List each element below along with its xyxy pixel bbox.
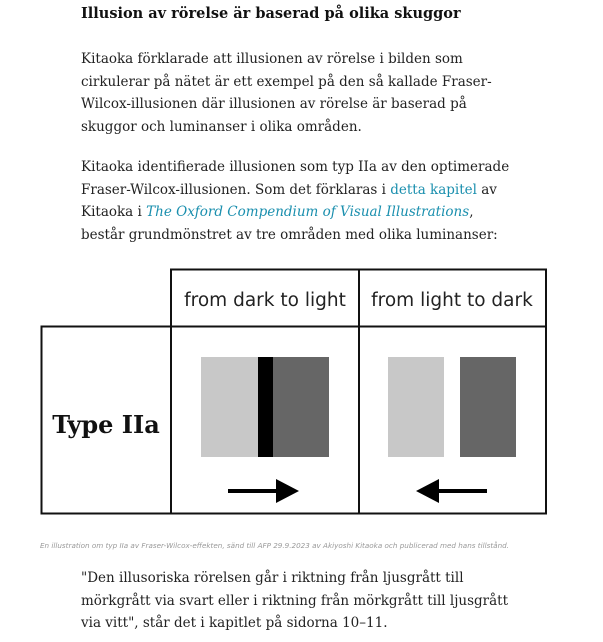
header-label-light-to-dark: from light to dark <box>371 290 533 311</box>
paragraph-2-text-1: Kitaoka identifierade illusionen som typ IIa av den optimerade Fraser-Wilcox-illusionen. Som det förklaras i <box>81 159 510 198</box>
body-cell-light-to-dark <box>359 327 546 514</box>
paragraph-1: Kitaoka förklarade att illusionen av rörelse i bilden som cirkulerar på nätet är ett exempel på den så kallade Fraser-Wilcox-illusionen där illusionen av rörelse är baserad på skuggor och luminanser i olika områden. <box>81 51 492 135</box>
paragraph-2 <box>81 156 521 246</box>
section-heading: Illusion av rörelse är baserad på olika skuggor <box>81 5 461 22</box>
type-iia-illustration <box>40 268 548 516</box>
paragraph-2-block <box>81 156 521 246</box>
swatch-light-gray-left <box>201 357 258 457</box>
paragraph-3-block <box>81 567 521 635</box>
header-label-dark-to-light: from dark to light <box>184 290 346 311</box>
arrow-left-icon <box>416 479 487 503</box>
oxford-compendium-link[interactable]: The Oxford Compendium of Visual Illustrations <box>146 204 470 220</box>
swatch-black-bar <box>258 357 273 457</box>
row-label-type-iia: Type IIa <box>52 410 160 439</box>
arrow-right-icon <box>228 479 299 503</box>
chapter-link[interactable]: detta kapitel <box>390 181 477 198</box>
paragraph-3: "Den illusoriska rörelsen går i riktning från ljusgrått till mörkgrått via svart eller i riktning från mörkgrått till ljusgrått via vitt", står det i kapitlet på sidorna 10–11. <box>81 570 509 631</box>
figure-caption: En illustration om typ IIa av Fraser-Wilcox-effekten, sänd till AFP 29.9.2023 av Akiyoshi Kitaoka och publicerad med hans tillstånd. <box>40 541 509 550</box>
swatch-dark-gray-left <box>273 357 329 457</box>
paragraph-2-text-3: , består grundmönstret av tre områden med olika luminanser: <box>81 204 498 243</box>
swatch-dark-gray-right <box>460 357 516 457</box>
swatch-light-gray-right <box>388 357 444 457</box>
paragraph-2-text-2: av Kitaoka i <box>81 181 497 220</box>
paragraph-1-block <box>81 48 521 138</box>
